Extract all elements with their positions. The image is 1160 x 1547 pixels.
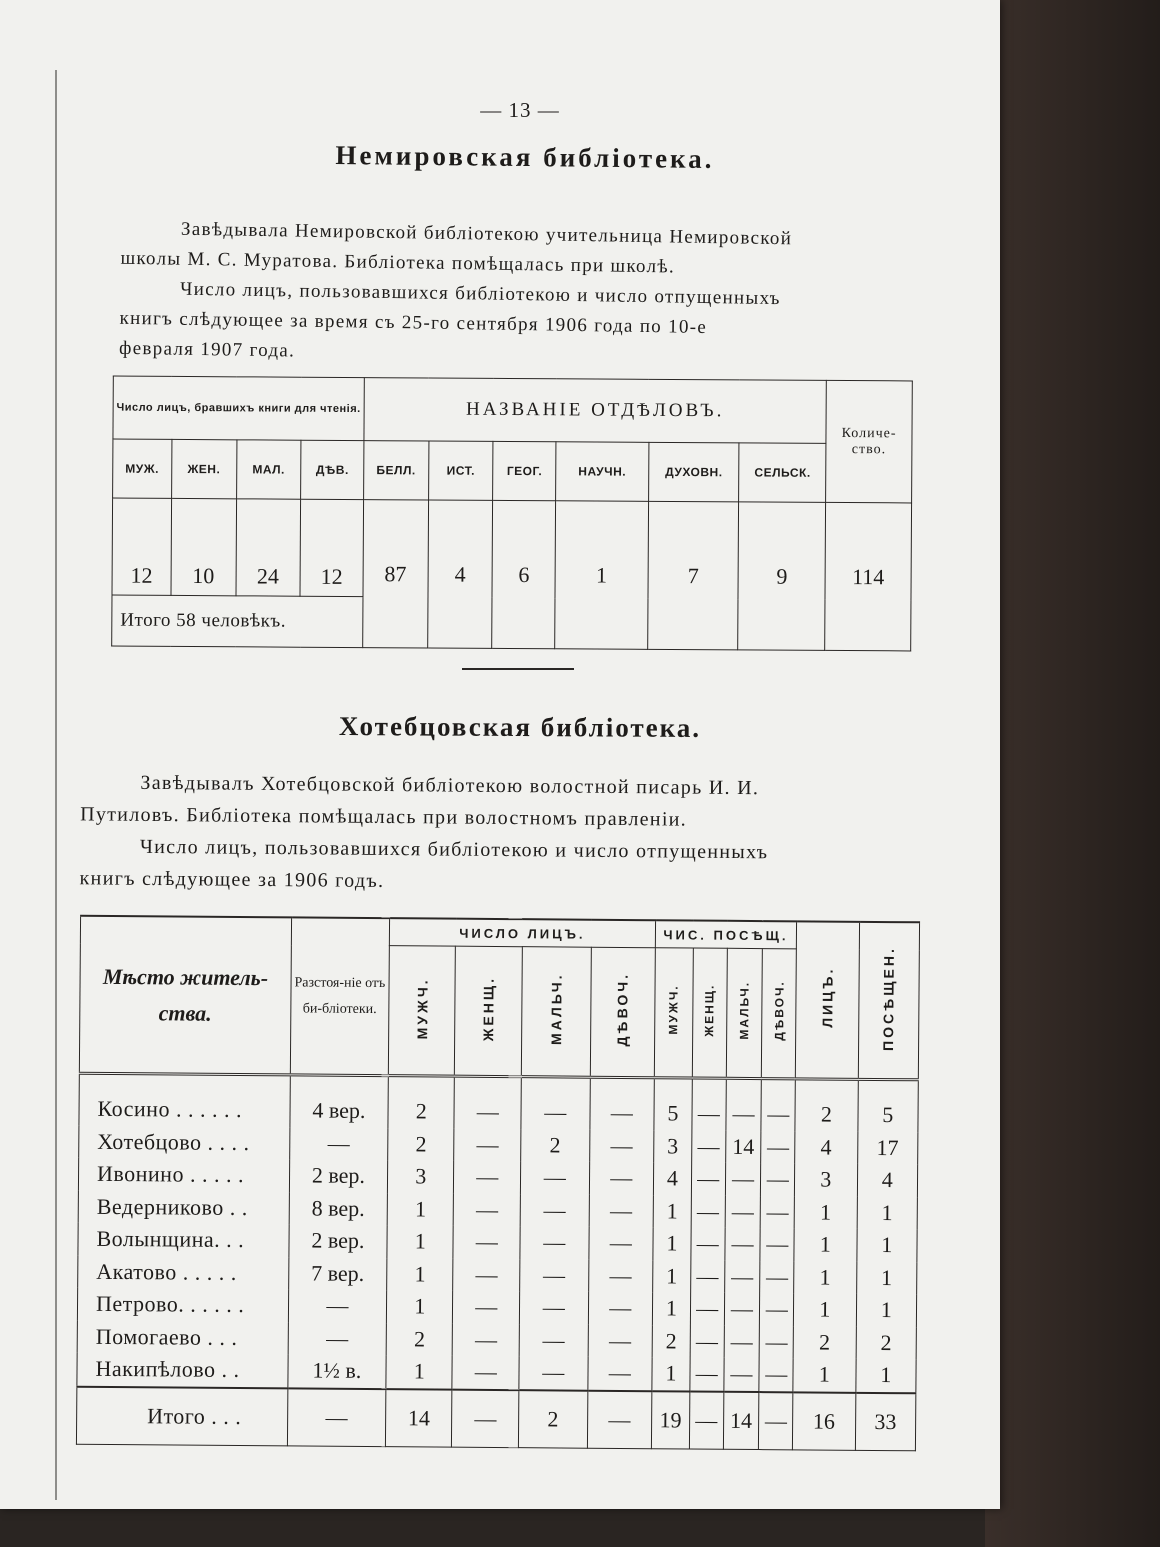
cell: 1: [653, 1227, 691, 1260]
cell: —: [587, 1390, 652, 1448]
cell: —: [519, 1291, 588, 1324]
cell: 4: [795, 1131, 858, 1164]
cell: 2: [856, 1326, 917, 1359]
col-header-text: МУЖЧ.: [666, 984, 681, 1036]
col-header: [590, 947, 655, 1078]
cell: —: [690, 1260, 724, 1293]
cell: 1: [387, 1193, 454, 1226]
cell: 2: [386, 1323, 453, 1356]
cell: 1: [652, 1357, 690, 1391]
paragraph-line: Завѣдывалъ Хотебцовской библіотекою волостной писарь И. И.: [140, 771, 760, 800]
cell: —: [589, 1077, 654, 1130]
row-place: Акатово . . . . .: [78, 1255, 289, 1289]
cell: 2: [793, 1326, 856, 1359]
cell: 9: [738, 502, 826, 651]
col-header: МАЛ.: [236, 440, 301, 499]
cell: 14: [385, 1389, 452, 1447]
cell: 6: [492, 500, 556, 648]
cell: —: [454, 1193, 521, 1226]
row-place: Косино . . . . . .: [79, 1073, 290, 1127]
cell: 17: [857, 1131, 918, 1164]
cell: —: [691, 1130, 725, 1163]
col-header: [762, 949, 797, 1079]
cell: 19: [651, 1391, 689, 1449]
cell: 1: [855, 1359, 916, 1393]
cell: —: [588, 1227, 653, 1260]
cell: —: [692, 1078, 726, 1130]
cell: 12: [112, 498, 171, 595]
cell: 33: [855, 1392, 916, 1450]
cell: 4: [427, 500, 493, 648]
col-header: [654, 948, 693, 1078]
cell: —: [453, 1226, 520, 1259]
section-divider: [462, 668, 574, 670]
col-header: ГЕОГ.: [493, 441, 556, 500]
cell: —: [454, 1128, 521, 1161]
col-header-text: ДѢВОЧ.: [614, 972, 631, 1047]
cell: 2: [388, 1076, 455, 1129]
cell: —: [588, 1259, 653, 1292]
cell: 1: [386, 1355, 453, 1389]
cell: 12: [300, 499, 363, 596]
row-distance: 7 вер.: [288, 1257, 386, 1290]
cell: —: [454, 1161, 521, 1194]
col-header: ДѢВ.: [301, 440, 364, 499]
cell: 1: [794, 1228, 857, 1261]
row-distance: —: [288, 1322, 386, 1355]
cell: —: [690, 1358, 724, 1392]
cell: —: [690, 1325, 724, 1358]
row-distance: —: [289, 1127, 387, 1160]
cell: —: [519, 1356, 588, 1390]
col-header: СЕЛЬСК.: [739, 443, 826, 503]
cell: —: [691, 1163, 725, 1196]
cell: 87: [363, 500, 429, 648]
cell: —: [453, 1291, 520, 1324]
section-title-nemirov: Немировская библіотека.: [335, 140, 715, 174]
cell: —: [724, 1260, 760, 1293]
cell: 2: [652, 1325, 690, 1358]
cell: —: [452, 1389, 519, 1447]
paragraph-line: книгъ слѣдующее за 1906 годъ.: [79, 867, 385, 892]
cell: —: [691, 1228, 725, 1261]
cell: 1: [653, 1260, 691, 1293]
cell: —: [453, 1323, 520, 1356]
row-place: Хотебцово . . . .: [79, 1125, 290, 1159]
paragraph-line: школы М. С. Муратова. Библіотека помѣщалась при школѣ.: [120, 247, 676, 278]
cell: —: [760, 1261, 794, 1294]
cell: 5: [857, 1079, 918, 1131]
cell: —: [760, 1228, 794, 1261]
cell: —: [588, 1324, 653, 1357]
row-place: Помогаево . . .: [77, 1320, 288, 1354]
khotebtsov-table: [76, 915, 920, 1451]
cell: —: [453, 1258, 520, 1291]
row-distance: 1½ в.: [288, 1354, 386, 1388]
cell: 24: [235, 499, 300, 596]
cell: 1: [386, 1290, 453, 1323]
row-place: Ивонино . . . . .: [78, 1158, 289, 1192]
cell: 114: [825, 502, 912, 651]
cell: —: [760, 1326, 794, 1359]
col-header: [726, 948, 763, 1078]
cell: 1: [653, 1195, 691, 1228]
visits-group-header: ЧИС. ПОСѢЩ.: [655, 920, 796, 949]
cell: —: [520, 1226, 589, 1259]
cell: —: [520, 1259, 589, 1292]
col-header-text: МУЖЧ.: [413, 976, 431, 1039]
cell: —: [723, 1358, 759, 1392]
row-place: Петрово. . . . . .: [77, 1288, 288, 1322]
row-distance: 8 вер.: [289, 1192, 387, 1225]
place-header: Мѣсто житель-ства.: [79, 916, 291, 1075]
page-number: — 13 —: [480, 98, 560, 122]
background-right: [985, 0, 1160, 1547]
cell: 1: [856, 1229, 917, 1262]
distance-header: Разстоя-ніе отъ би-бліотеки.: [290, 917, 389, 1075]
col-header: БЕЛЛ.: [364, 441, 429, 500]
cell: —: [761, 1163, 795, 1196]
cell: —: [725, 1195, 761, 1228]
cell: 14: [723, 1391, 759, 1449]
col-header: [455, 946, 523, 1077]
paragraph-line: книгъ слѣдующее за время съ 25-го сентября 1906 года по 10-е: [119, 307, 708, 338]
col-header-text: ЖЕНЩ.: [480, 975, 497, 1042]
col-header: ДУХОВН.: [648, 442, 739, 502]
col-header: [692, 948, 727, 1078]
cell: 2: [388, 1128, 455, 1161]
cell: —: [589, 1129, 654, 1162]
cell: —: [589, 1194, 654, 1227]
row-place: Накипѣлово . .: [77, 1353, 288, 1388]
col-header: НАУЧН.: [556, 442, 649, 502]
col-header: МУЖ.: [113, 439, 172, 498]
cell: 1: [857, 1196, 918, 1229]
cell: —: [690, 1293, 724, 1326]
faces-header: [795, 921, 859, 1079]
paragraph-line: февраля 1907 года.: [118, 337, 296, 362]
cell: 1: [856, 1294, 917, 1327]
row-place: Волынщина. . .: [78, 1223, 289, 1257]
cell: 2: [795, 1079, 858, 1131]
cell: —: [689, 1391, 723, 1449]
cell: 1: [793, 1358, 856, 1392]
cell: —: [520, 1194, 589, 1227]
paragraph-nemirov: [119, 214, 916, 376]
col-header: ИСТ.: [428, 441, 493, 500]
table-row-total: [76, 1386, 915, 1450]
col-header: [521, 947, 591, 1078]
cell: —: [759, 1392, 793, 1450]
cell: —: [724, 1228, 760, 1261]
table-row: [79, 1073, 918, 1132]
quantity-header: Количе-ство.: [826, 380, 913, 503]
faces-header-text: ЛИЦЪ.: [819, 966, 836, 1029]
cell: —: [454, 1076, 521, 1129]
cell: 1: [794, 1293, 857, 1326]
row-distance: 2 вер.: [289, 1159, 387, 1192]
cell: —: [725, 1163, 761, 1196]
cell: —: [691, 1195, 725, 1228]
cell: 3: [654, 1130, 692, 1163]
row-place: Итого . . .: [76, 1386, 287, 1445]
cell: 16: [793, 1392, 856, 1450]
readers-header: Число лицъ, бравшихъ книги для чтенія.: [113, 376, 364, 441]
cell: —: [759, 1358, 793, 1392]
cell: 4: [653, 1162, 691, 1195]
cell: —: [587, 1357, 652, 1391]
cell: 5: [654, 1078, 692, 1130]
paragraph-khotebtsov: [79, 766, 925, 901]
paragraph-line: Путиловъ. Библіотека помѣщалась при волостномъ правленіи.: [80, 803, 688, 831]
departments-header: НАЗВАНІЕ ОТДѢЛОВЪ.: [364, 378, 827, 444]
row-place: Ведерниково . .: [78, 1190, 289, 1224]
cell: 1: [794, 1261, 857, 1294]
cell: 3: [795, 1163, 858, 1196]
cell: —: [761, 1196, 795, 1229]
cell: —: [589, 1162, 654, 1195]
row-distance: —: [287, 1388, 386, 1446]
cell: —: [588, 1292, 653, 1325]
cell: 14: [725, 1130, 761, 1163]
cell: 1: [555, 501, 649, 650]
row-distance: —: [288, 1289, 386, 1322]
cell: 1: [387, 1258, 454, 1291]
col-header-text: МАЛЬЧ.: [547, 972, 565, 1046]
cell: —: [521, 1077, 590, 1130]
cell: 1: [387, 1225, 454, 1258]
cell: —: [760, 1293, 794, 1326]
cell: 3: [387, 1160, 454, 1193]
cell: —: [761, 1079, 795, 1131]
paragraph-line: Число лицъ, пользовавшихся библіотекою и число отпущенныхъ: [139, 835, 769, 864]
cell: 2: [518, 1390, 587, 1448]
persons-group-header: ЧИСЛО ЛИЦЪ.: [389, 918, 655, 948]
cell: 1: [652, 1292, 690, 1325]
cell: —: [725, 1078, 761, 1130]
paragraph-line: Число лицъ, пользовавшихся библіотекою и число отпущенныхъ: [179, 278, 781, 310]
cell: —: [724, 1293, 760, 1326]
row-distance: 2 вер.: [289, 1224, 387, 1257]
cell: 1: [794, 1196, 857, 1229]
col-header: ЖЕН.: [171, 439, 236, 498]
nemirov-table: [111, 376, 913, 652]
cell: —: [452, 1356, 519, 1390]
col-header-text: МАЛЬЧ.: [737, 981, 752, 1040]
cell: —: [519, 1324, 588, 1357]
paragraph-line: Завѣдывала Немировской библіотекою учительница Немировской: [180, 218, 793, 250]
cell: —: [761, 1131, 795, 1164]
visited-header: [858, 922, 920, 1080]
col-header-text: ДѢВОЧ.: [771, 980, 787, 1041]
cell: 4: [857, 1164, 918, 1197]
cell: 7: [647, 501, 739, 650]
row-distance: 4 вер.: [290, 1075, 389, 1128]
col-header: [388, 946, 456, 1077]
section-title-khotebtsov: Хотебцовская библіотека.: [338, 711, 702, 743]
cell: 2: [521, 1129, 590, 1162]
total-people: Итого 58 человѣкъ.: [112, 595, 363, 648]
visited-header-text: ПОСѢЩЕН.: [880, 945, 898, 1051]
cell: 1: [856, 1261, 917, 1294]
col-header-text: ЖЕНЩ.: [702, 983, 717, 1037]
cell: —: [520, 1161, 589, 1194]
cell: 10: [171, 498, 236, 595]
cell: —: [724, 1325, 760, 1358]
page-spine-line: [55, 70, 57, 1500]
table-body: [77, 1073, 918, 1393]
